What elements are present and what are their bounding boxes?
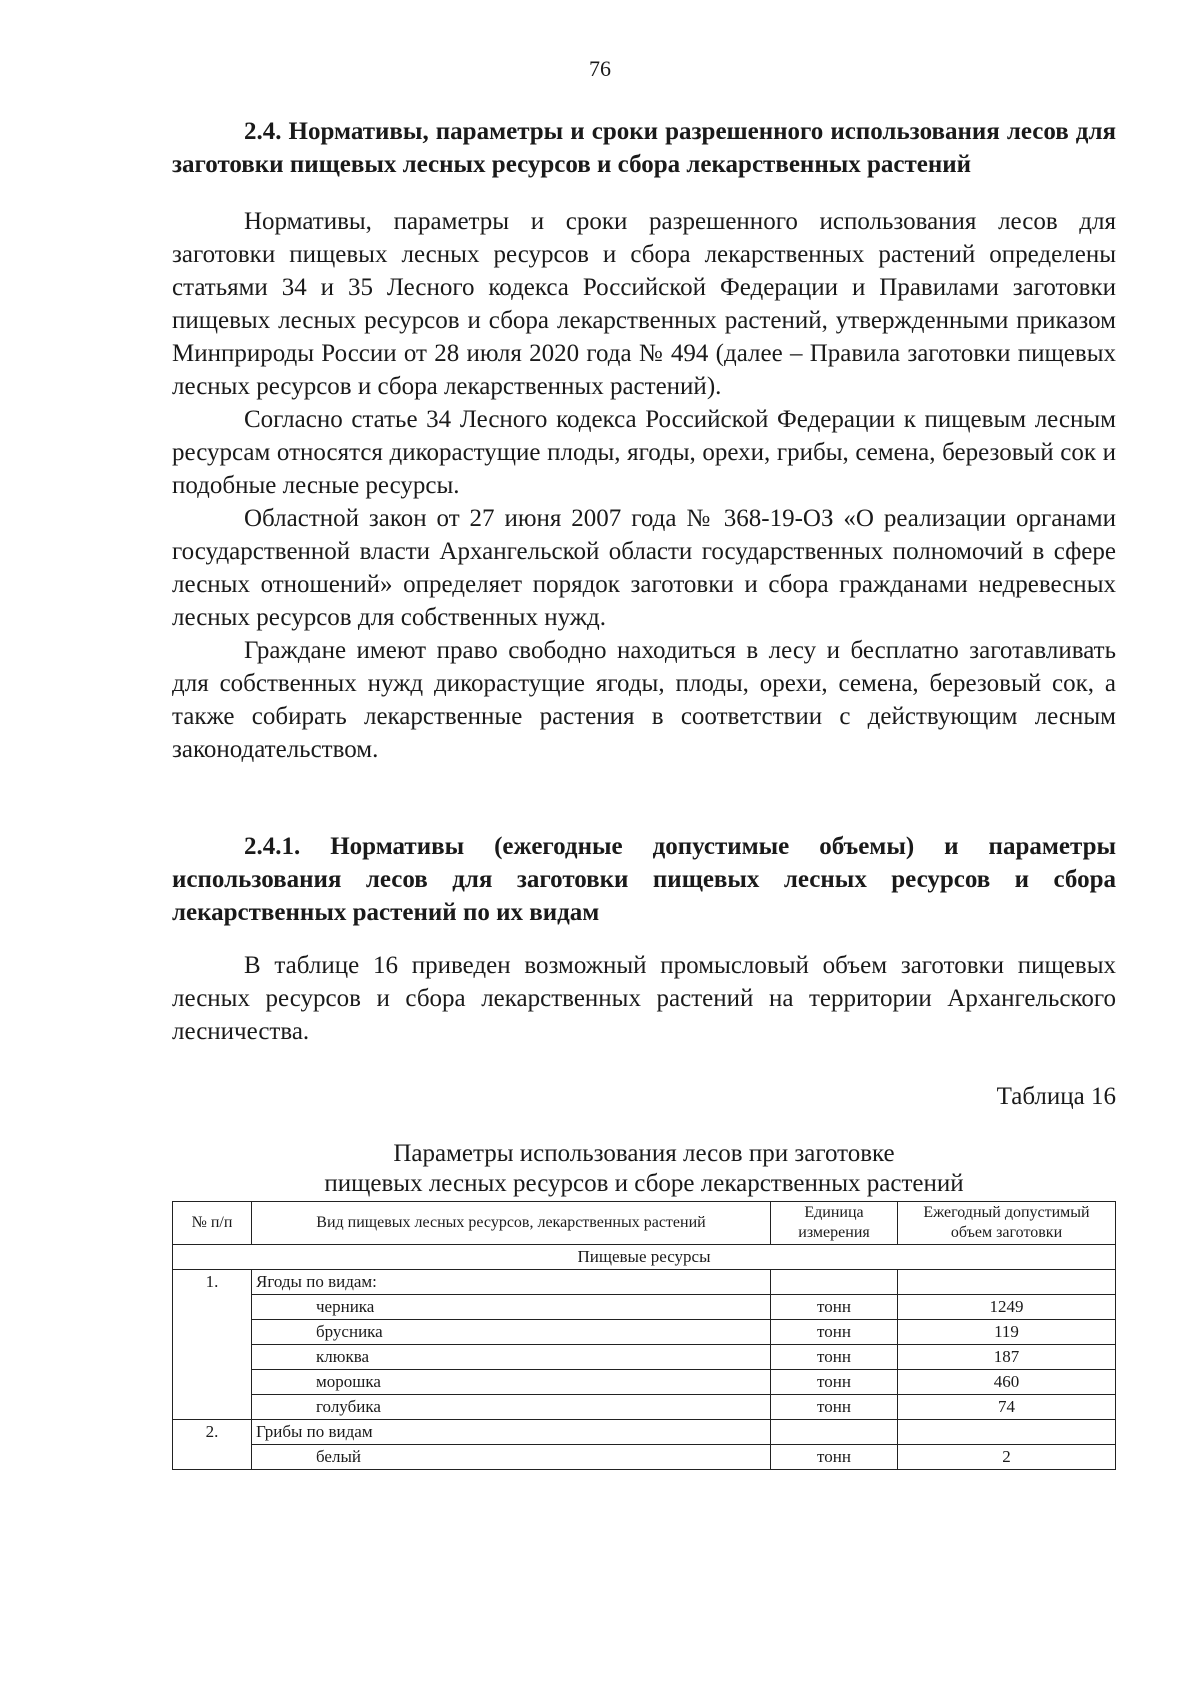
header-unit: Единица измерения xyxy=(771,1202,898,1245)
row-unit: тонн xyxy=(771,1320,898,1345)
table-row xyxy=(173,1320,1116,1345)
table-row xyxy=(173,1445,1116,1470)
row-volume: 460 xyxy=(898,1370,1116,1395)
row-name: белый xyxy=(252,1445,771,1470)
document-body xyxy=(172,115,1116,1470)
header-volume: Ежегодный допустимый объем заготовки xyxy=(898,1202,1116,1245)
row-group-name: Ягоды по видам: xyxy=(252,1270,771,1295)
table-header-row xyxy=(173,1202,1116,1245)
row-volume: 1249 xyxy=(898,1295,1116,1320)
paragraph: В таблице 16 приведен возможный промысловый объем заготовки пищевых лесных ресурсов и сбора лекарственных растений на территории Архангельского лесничества. xyxy=(172,952,1116,1045)
row-volume xyxy=(898,1420,1116,1445)
section-body xyxy=(172,205,1116,766)
row-volume: 187 xyxy=(898,1345,1116,1370)
table-row xyxy=(173,1420,1116,1445)
row-num: 2. xyxy=(173,1420,252,1470)
table-caption-line: Параметры использования лесов при заготовке xyxy=(393,1140,895,1167)
row-name: черника xyxy=(252,1295,771,1320)
row-unit: тонн xyxy=(771,1295,898,1320)
table-row xyxy=(173,1270,1116,1295)
row-name: брусника xyxy=(252,1320,771,1345)
table-section-title: Пищевые ресурсы xyxy=(173,1245,1116,1270)
table-row xyxy=(173,1345,1116,1370)
header-num: № п/п xyxy=(173,1202,252,1245)
subsection-body xyxy=(172,949,1116,1048)
row-volume: 2 xyxy=(898,1445,1116,1470)
table-row xyxy=(173,1395,1116,1420)
row-name: морошка xyxy=(252,1370,771,1395)
row-volume xyxy=(898,1270,1116,1295)
row-unit: тонн xyxy=(771,1445,898,1470)
resources-table xyxy=(172,1201,1116,1470)
row-volume: 74 xyxy=(898,1395,1116,1420)
paragraph: Областной закон от 27 июня 2007 года № 368-19-ОЗ «О реализации органами государственной власти Архангельской области государственных полномочий в сфере лесных отношений» определяет порядок заготовки и сбора гражданами недревесных лесных ресурсов для собственных нужд. xyxy=(172,505,1116,631)
table-label: Таблица 16 xyxy=(996,1083,1116,1110)
row-name: клюква xyxy=(252,1345,771,1370)
paragraph: Граждане имеют право свободно находиться в лесу и бесплатно заготавливать для собственных нужд дикорастущие ягоды, плоды, орехи, семена, березовый сок, а также собирать лекарственные растения в соответствии с действующим лесным законодательством. xyxy=(172,637,1116,763)
row-unit xyxy=(771,1270,898,1295)
table-row xyxy=(173,1370,1116,1395)
page-number: 76 xyxy=(589,56,611,81)
section-heading: 2.4. Нормативы, параметры и сроки разрешенного использования лесов для заготовки пищевых лесных ресурсов и сбора лекарственных растений xyxy=(172,118,1116,178)
table-row xyxy=(173,1295,1116,1320)
paragraph: Нормативы, параметры и сроки разрешенного использования лесов для заготовки пищевых лесных ресурсов и сбора лекарственных растений определены статьями 34 и 35 Лесного кодекса Российской Федерации и Правилами заготовки пищевых лесных ресурсов и сбора лекарственных растений, утвержденными приказом Минприроды России от 28 июля 2020 года № 494 (далее – Правила заготовки пищевых лесных ресурсов и сбора лекарственных растений). xyxy=(172,208,1116,400)
row-volume: 119 xyxy=(898,1320,1116,1345)
paragraph: Согласно статье 34 Лесного кодекса Российской Федерации к пищевым лесным ресурсам относятся дикорастущие плоды, ягоды, орехи, грибы, семена, березовый сок и подобные лесные ресурсы. xyxy=(172,406,1116,499)
row-unit: тонн xyxy=(771,1345,898,1370)
row-num: 1. xyxy=(173,1270,252,1420)
table-section-row xyxy=(173,1245,1116,1270)
header-name: Вид пищевых лесных ресурсов, лекарственных растений xyxy=(252,1202,771,1245)
subsection-heading: 2.4.1. Нормативы (ежегодные допустимые объемы) и параметры использования лесов для заготовки пищевых лесных ресурсов и сбора лекарственных растений по их видам xyxy=(172,833,1116,926)
row-group-name: Грибы по видам xyxy=(252,1420,771,1445)
row-unit: тонн xyxy=(771,1395,898,1420)
table-caption xyxy=(172,1139,1116,1199)
row-unit: тонн xyxy=(771,1370,898,1395)
table-caption-line: пищевых лесных ресурсов и сборе лекарственных растений xyxy=(324,1170,964,1197)
row-unit xyxy=(771,1420,898,1445)
row-name: голубика xyxy=(252,1395,771,1420)
